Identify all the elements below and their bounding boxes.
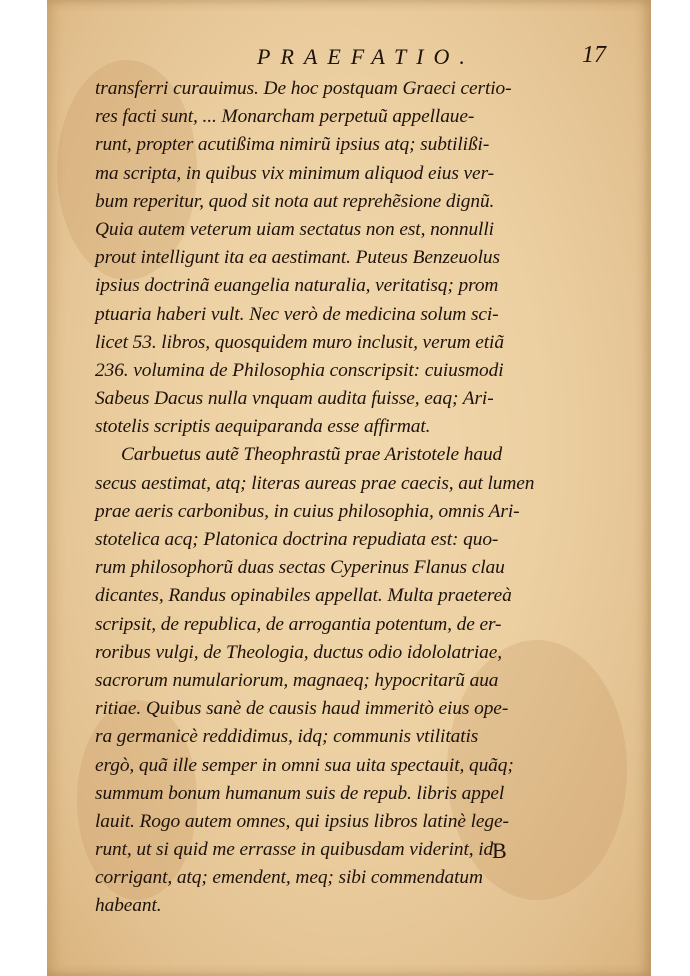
text-line: sacrorum numulariorum, magnaeq; hypocritarũ aua (95, 669, 499, 691)
text-line: ma scripta, in quibus vix minimum aliquod eius ver- (95, 162, 494, 184)
text-line: habeant. (95, 895, 162, 917)
text-line: prae aeris carbonibus, in cuius philosophia, omnis Ari- (95, 500, 520, 522)
text-line: res facti sunt, ... Monarcham perpetuũ appellaue- (95, 106, 475, 128)
text-line: summum bonum humanum suis de repub. libris appel (95, 782, 505, 804)
text-line: secus aestimat, atq; literas aureas prae caecis, aut lumen (95, 472, 535, 494)
running-title: PRAEFATIO. (257, 44, 475, 69)
paragraph (95, 75, 587, 441)
paragraph (95, 441, 587, 920)
text-line: rum philosophorũ duas sectas Cyperinus Flanus clau (95, 557, 505, 579)
text-line: prout intelligunt ita ea aestimant. Puteus Benzeuolus (95, 247, 500, 269)
text-line: licet 53. libros, quosquidem muro inclusit, verum etiã (95, 331, 504, 353)
text-line: dicantes, Randus opinabiles appellat. Multa praetereà (95, 585, 512, 607)
text-line: transferri curauimus. De hoc postquam Graeci certio- (95, 78, 512, 99)
text-line: ra germanicè reddidimus, idq; communis vtilitatis (95, 726, 479, 748)
text-line: Carbuetus autẽ Theophrastũ prae Aristotele haud (121, 444, 503, 466)
text-line: ergò, quã ille semper in omni sua uita spectauit, quãq; (95, 754, 514, 776)
text-line: scripsit, de republica, de arrogantia potentum, de er- (95, 613, 502, 635)
text-line: lauit. Rogo autem omnes, qui ipsius libros latinè lege- (95, 810, 509, 832)
text-line: stotelis scriptis aequiparanda esse affirmat. (95, 416, 431, 438)
text-line: 236. volumina de Philosophia conscripsit: cuiusmodi (95, 359, 504, 381)
text-line: bum reperitur, quod sit nota aut reprehẽsione dignũ. (95, 190, 495, 212)
body-text (95, 75, 587, 921)
text-line: Quia autem veterum uiam sectatus non est, nonnulli (95, 218, 494, 240)
text-line: stotelica acq; Platonica doctrina repudiata est: quo- (95, 529, 499, 550)
signature-mark: B (492, 838, 507, 863)
text-line: ritiae. Quibus sanè de causis haud immeritò eius ope- (95, 698, 509, 720)
text-line: ipsius doctrinã euangelia naturalia, veritatisq; prom (95, 275, 499, 297)
text-line: runt, propter acutißima nimirũ ipsius atq; subtilißi- (95, 134, 490, 156)
text-line: roribus vulgi, de Theologia, ductus odio idololatriae, (95, 641, 503, 663)
text-line: runt, ut si quid me errasse in quibusdam viderint, id (95, 839, 494, 861)
text-line: ptuaria haberi vult. Nec verò de medicina solum sci- (95, 303, 499, 325)
text-line: Sabeus Dacus nulla vnquam audita fuisse, eaq; Ari- (95, 388, 494, 410)
book-page (47, 0, 651, 976)
page-header (97, 40, 611, 70)
page-number: 17 (582, 42, 606, 68)
text-line: corrigant, atq; emendent, meq; sibi commendatum (95, 867, 483, 889)
